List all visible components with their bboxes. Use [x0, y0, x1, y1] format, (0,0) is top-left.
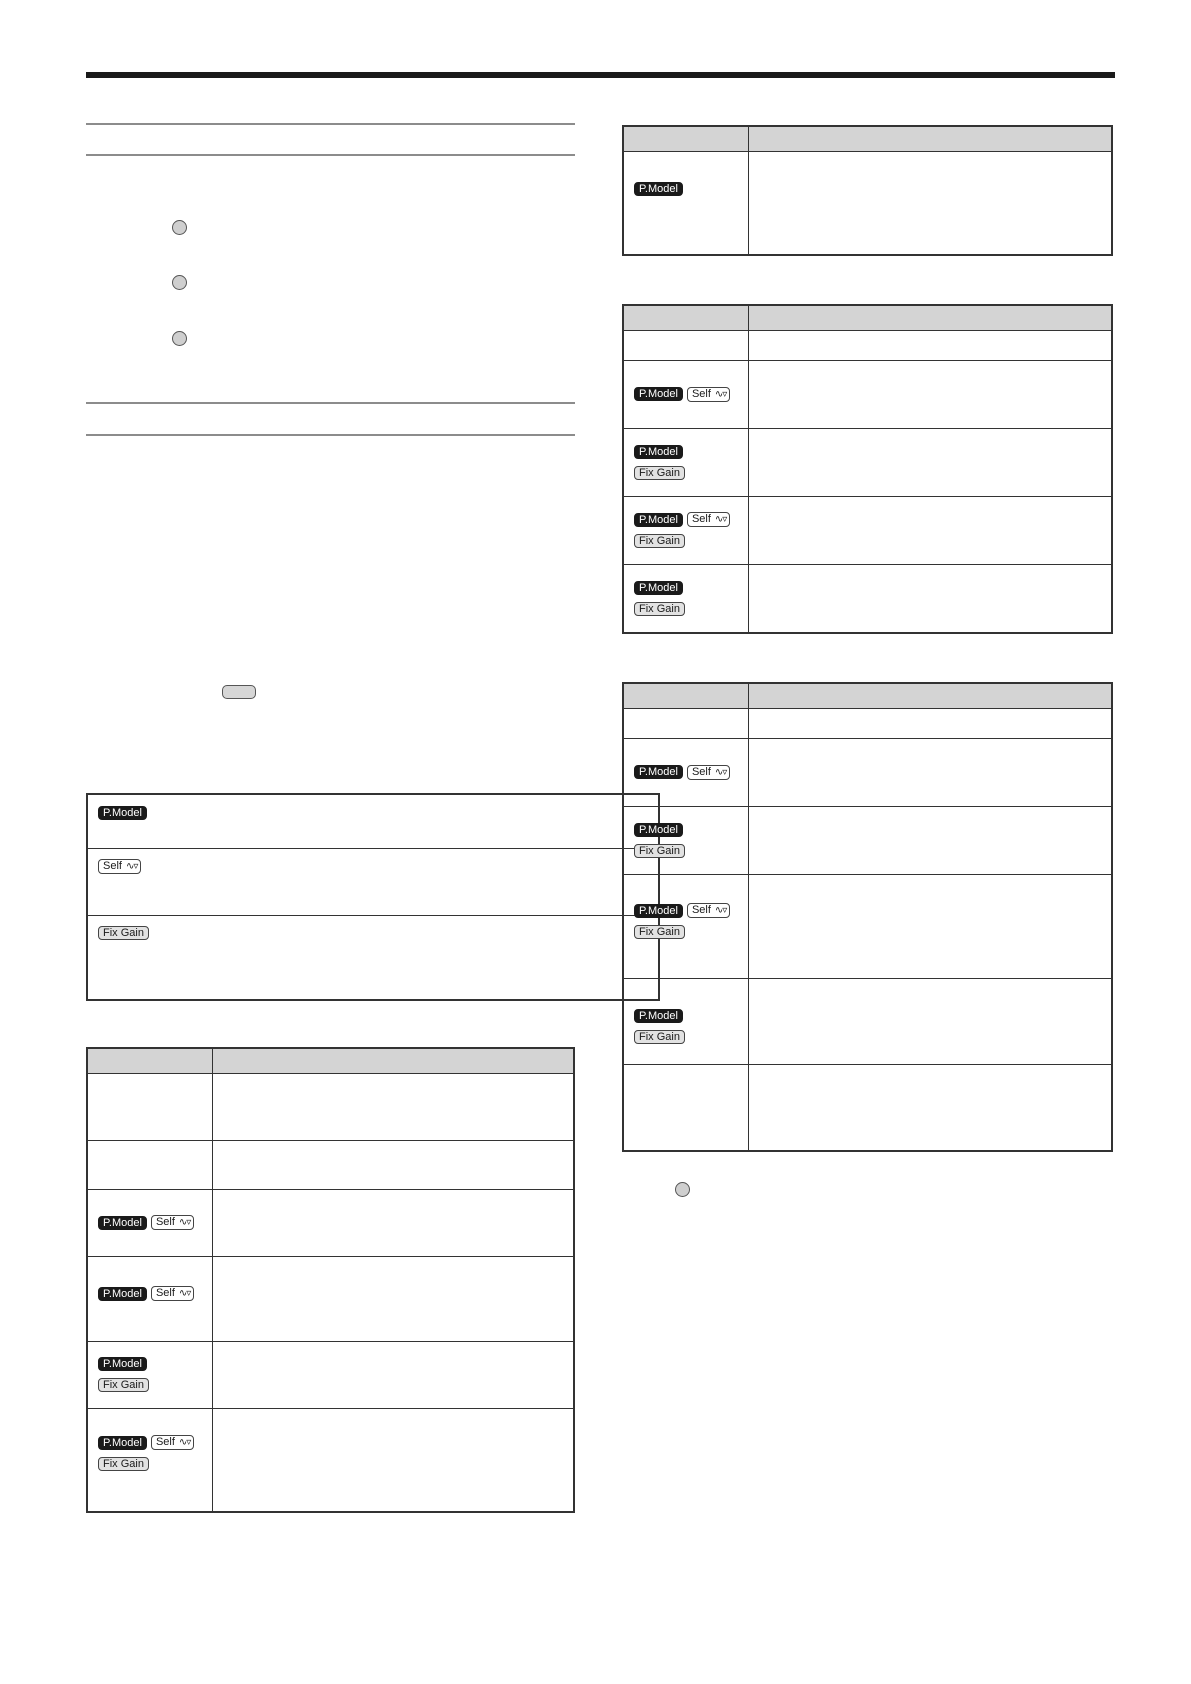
table-cell	[212, 1074, 574, 1141]
table-cell	[87, 1409, 212, 1512]
fix-gain-badge: Fix Gain	[98, 1457, 149, 1471]
pmodel-badge: P.Model	[634, 513, 683, 527]
self-badge	[687, 512, 730, 527]
knob-icon	[675, 1182, 690, 1197]
self-badge	[151, 1286, 194, 1301]
table-cell	[212, 1141, 574, 1190]
table-cell	[623, 875, 748, 979]
pmodel-badge: P.Model	[634, 765, 683, 779]
knob-icon	[172, 220, 187, 235]
wave-icon: ∿▿	[178, 1437, 191, 1449]
table-cell	[212, 1342, 574, 1409]
self-badge-label: Self	[691, 904, 711, 917]
table-cell	[623, 709, 748, 739]
feature-row	[87, 915, 659, 1000]
pmodel-badge: P.Model	[98, 1357, 147, 1371]
self-badge	[98, 859, 141, 874]
pmodel-badge: P.Model	[634, 904, 683, 918]
fix-gain-badge: Fix Gain	[634, 466, 685, 480]
table-cell	[87, 1342, 212, 1409]
self-badge-label: Self	[155, 1287, 175, 1300]
table-cell	[748, 1065, 1112, 1151]
table-cell	[748, 709, 1112, 739]
table-cell	[748, 807, 1112, 875]
fix-gain-badge: Fix Gain	[634, 844, 685, 858]
table-header-cell	[212, 1048, 574, 1074]
self-badge-label: Self	[691, 765, 711, 778]
table-cell	[87, 1141, 212, 1190]
table-cell	[87, 1190, 212, 1257]
fix-gain-badge: Fix Gain	[634, 602, 685, 616]
self-badge-label: Self	[155, 1436, 175, 1449]
table-cell	[748, 875, 1112, 979]
table-cell	[748, 565, 1112, 633]
table-cell	[212, 1190, 574, 1257]
pmodel-badge: P.Model	[98, 1436, 147, 1450]
pmodel-badge: P.Model	[634, 445, 683, 459]
right-lower-table	[622, 682, 1113, 1152]
wave-icon: ∿▿	[178, 1288, 191, 1300]
table-cell	[87, 1257, 212, 1342]
pmodel-badge: P.Model	[634, 1009, 683, 1023]
table-cell	[623, 565, 748, 633]
table-cell	[623, 361, 748, 429]
pmodel-badge: P.Model	[634, 581, 683, 595]
table-cell	[748, 361, 1112, 429]
knob-icon	[172, 331, 187, 346]
self-badge	[687, 903, 730, 918]
wave-icon: ∿▿	[125, 860, 138, 872]
self-badge	[151, 1435, 194, 1450]
wave-icon: ∿▿	[714, 514, 727, 526]
section-rule	[86, 154, 575, 156]
table-header-cell	[623, 126, 748, 152]
self-badge	[687, 387, 730, 402]
self-badge-label: Self	[155, 1216, 175, 1229]
table-header-cell	[623, 683, 748, 709]
left-mode-table	[86, 1047, 575, 1513]
self-badge-label: Self	[691, 513, 711, 526]
table-cell	[623, 152, 748, 255]
section-rule	[86, 434, 575, 436]
table-cell	[748, 429, 1112, 497]
table-cell	[623, 331, 748, 361]
section-rule	[86, 123, 575, 125]
table-cell	[748, 979, 1112, 1065]
wave-icon: ∿▿	[714, 766, 727, 778]
table-cell	[748, 739, 1112, 807]
table-cell	[748, 331, 1112, 361]
table-cell	[748, 497, 1112, 565]
table-cell	[748, 152, 1112, 255]
table-cell	[623, 1065, 748, 1151]
knob-icon	[172, 275, 187, 290]
table-cell	[623, 979, 748, 1065]
pmodel-badge: P.Model	[634, 182, 683, 196]
table-header-cell	[748, 126, 1112, 152]
self-badge	[151, 1215, 194, 1230]
self-badge	[687, 765, 730, 780]
table-cell	[87, 1074, 212, 1141]
pmodel-badge: P.Model	[98, 1216, 147, 1230]
table-cell	[212, 1409, 574, 1512]
wave-icon: ∿▿	[178, 1217, 191, 1229]
table-header-cell	[87, 1048, 212, 1074]
table-header-cell	[748, 305, 1112, 331]
table-header-cell	[748, 683, 1112, 709]
table-cell	[623, 807, 748, 875]
key-icon	[222, 685, 256, 699]
fix-gain-badge: Fix Gain	[98, 926, 149, 940]
right-top-table	[622, 125, 1113, 256]
section-rule	[86, 402, 575, 404]
pmodel-badge: P.Model	[634, 823, 683, 837]
pmodel-badge: P.Model	[98, 1287, 147, 1301]
feature-box	[86, 793, 660, 1001]
right-middle-table	[622, 304, 1113, 634]
fix-gain-badge: Fix Gain	[634, 534, 685, 548]
self-badge-label: Self	[103, 859, 122, 872]
table-cell	[623, 739, 748, 807]
top-rule	[86, 72, 1115, 78]
table-cell	[623, 497, 748, 565]
fix-gain-badge: Fix Gain	[98, 1378, 149, 1392]
table-header-cell	[623, 305, 748, 331]
feature-row	[87, 848, 659, 915]
table-cell	[623, 429, 748, 497]
feature-row	[87, 794, 659, 848]
wave-icon: ∿▿	[714, 388, 727, 400]
pmodel-badge: P.Model	[98, 806, 147, 820]
wave-icon: ∿▿	[714, 905, 727, 917]
pmodel-badge: P.Model	[634, 387, 683, 401]
table-cell	[212, 1257, 574, 1342]
fix-gain-badge: Fix Gain	[634, 1030, 685, 1044]
fix-gain-badge: Fix Gain	[634, 925, 685, 939]
self-badge-label: Self	[691, 387, 711, 400]
